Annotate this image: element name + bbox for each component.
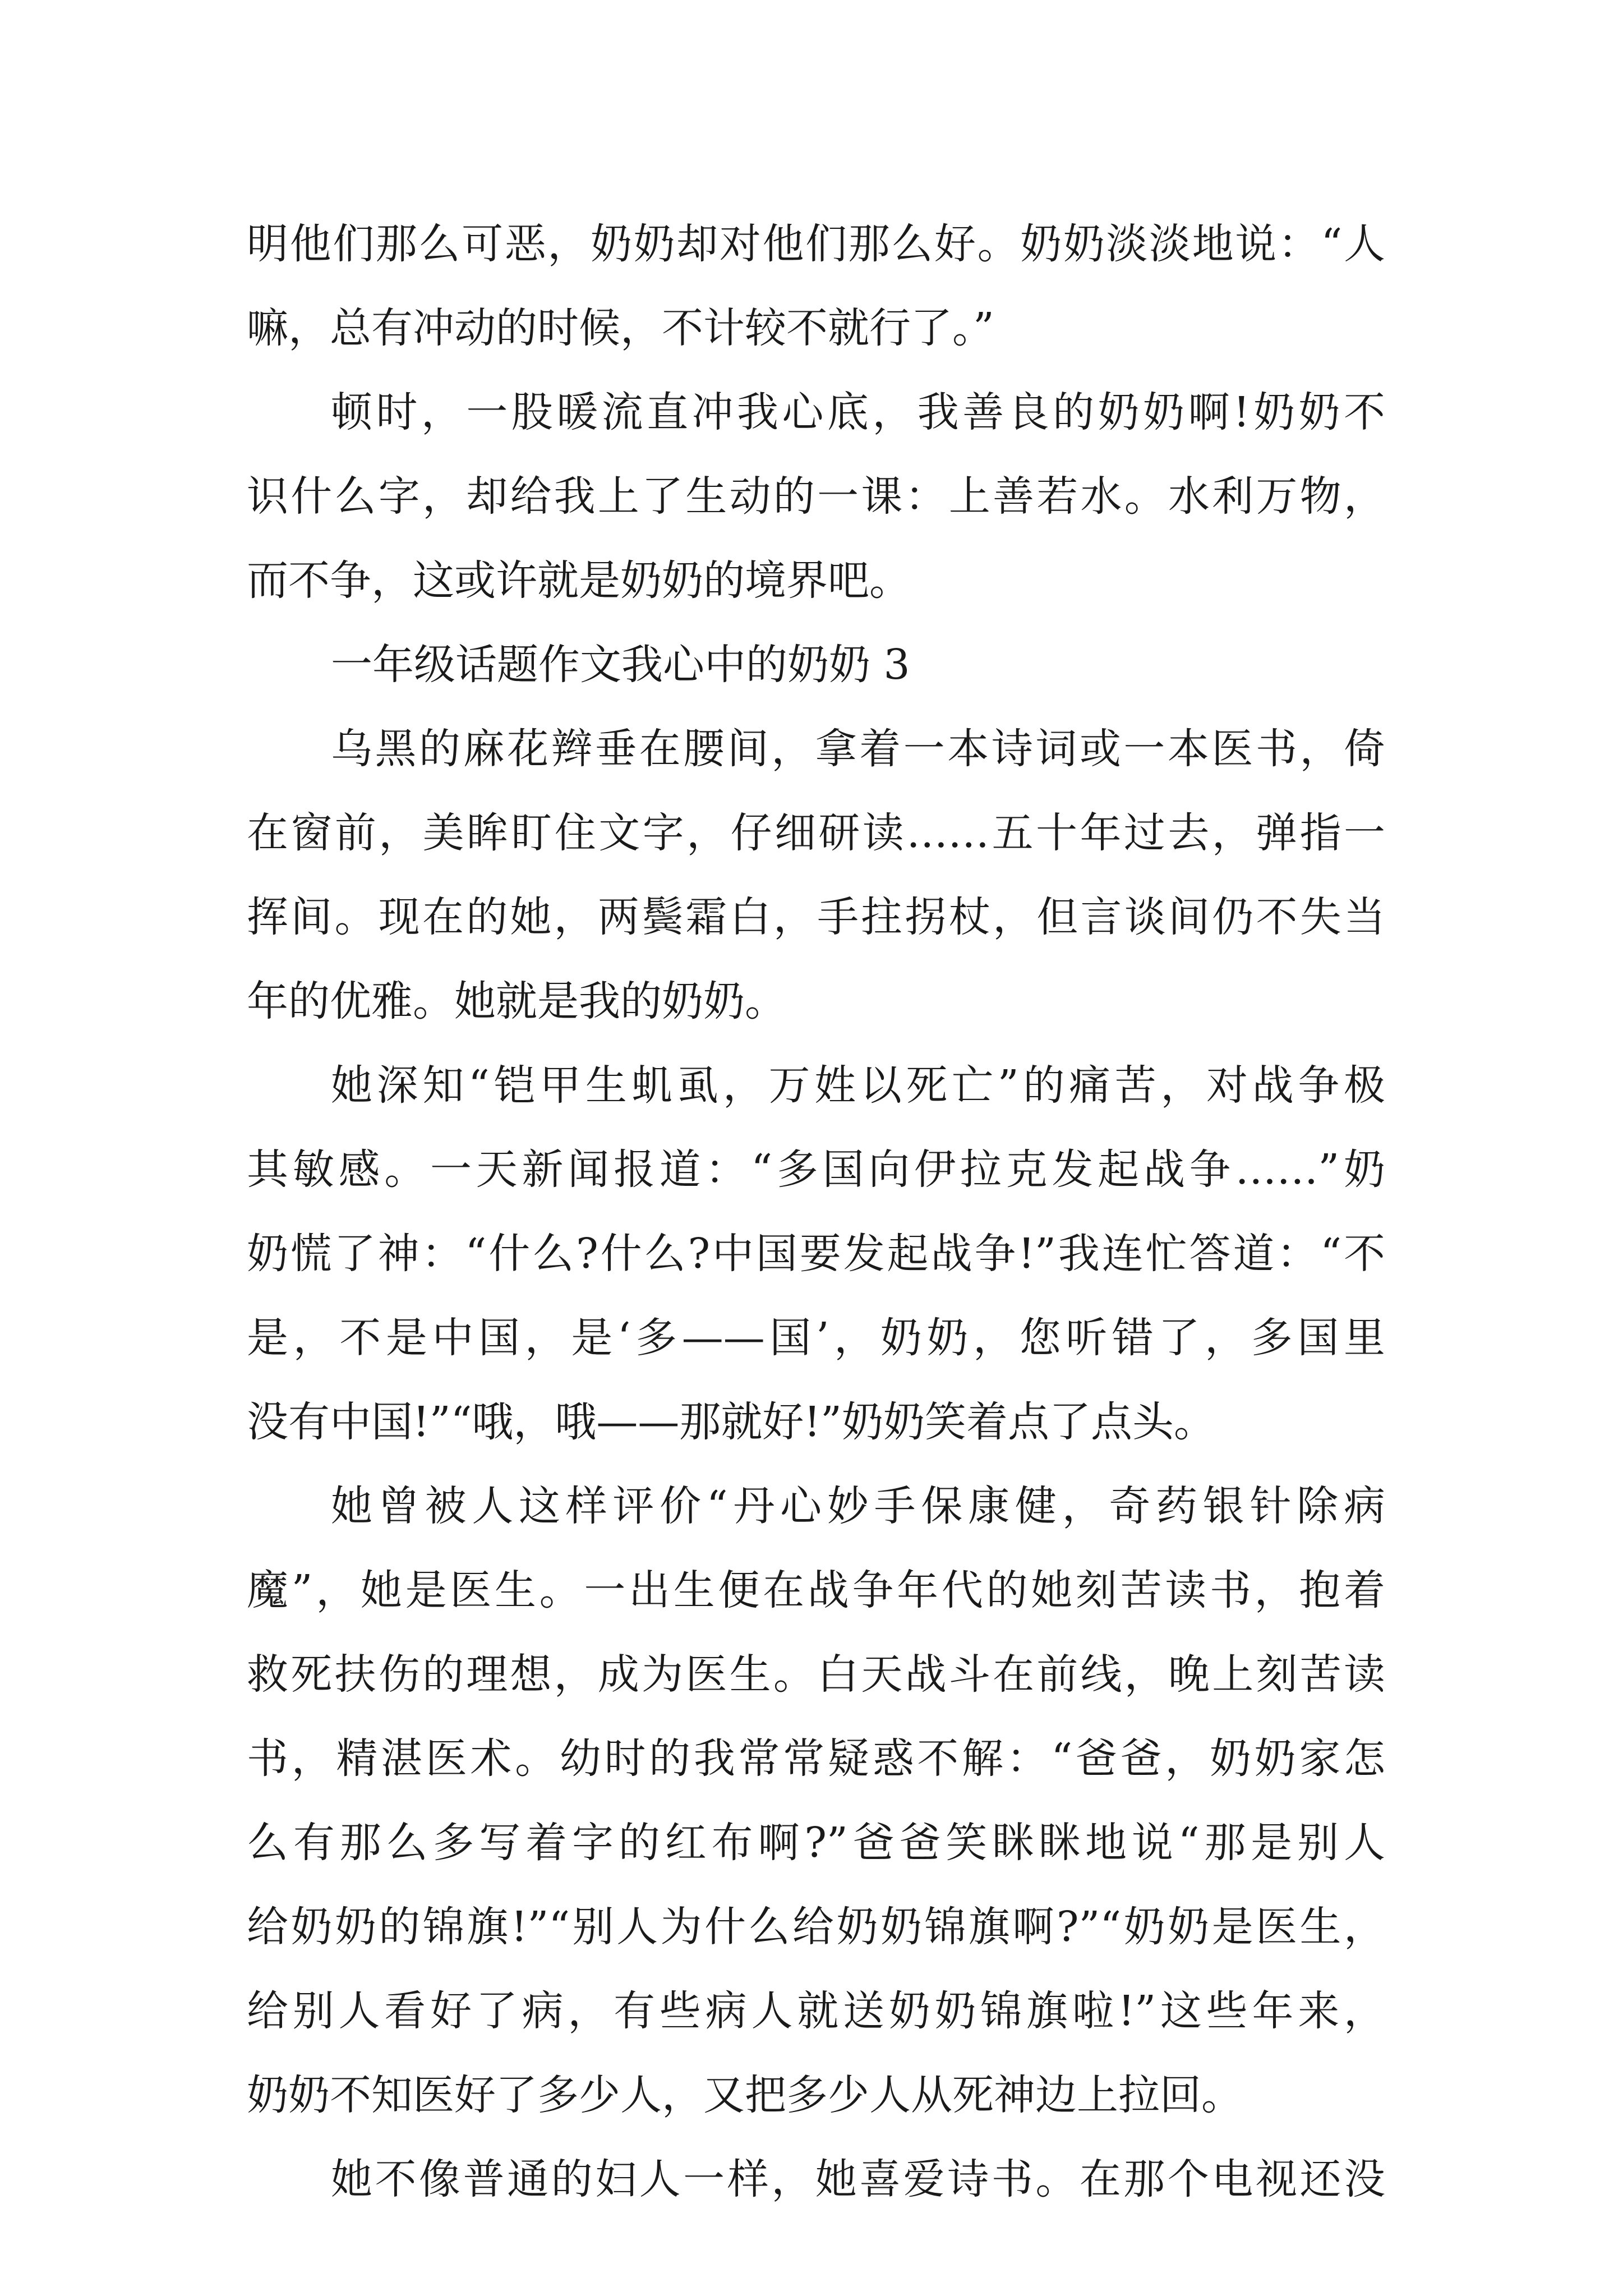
- text-line: 么有那么多写着字的红布啊?”爸爸笑眯眯地说“那是别人: [247, 1819, 1385, 1867]
- text-line: 挥间。现在的她，两鬓霜白，手拄拐杖，但言谈间仍不失当: [247, 893, 1385, 941]
- text-line: 年的优雅。她就是我的奶奶。: [247, 977, 786, 1025]
- text-line: 顿时，一股暖流直冲我心底，我善良的奶奶啊!奶奶不: [331, 388, 1385, 436]
- text-line: 奶奶不知医好了多少人，又把多少人从死神边上拉回。: [247, 2071, 1243, 2119]
- text-line: 识什么字，却给我上了生动的一课：上善若水。水利万物，: [247, 472, 1385, 521]
- text-line: 她深知“铠甲生虮虱，万姓以死亡”的痛苦，对战争极: [331, 1061, 1385, 1110]
- text-line: 在窗前，美眸盯住文字，仔细研读……五十年过去，弹指一: [247, 809, 1385, 857]
- text-line: 其敏感。一天新闻报道：“多国向伊拉克发起战争……”奶: [247, 1145, 1385, 1194]
- text-line: 嘛，总有冲动的时候，不计较不就行了。”: [247, 304, 994, 352]
- text-line: 没有中国!”“哦，哦——那就好!”奶奶笑着点了点头。: [247, 1398, 1215, 1446]
- text-line: 她不像普通的妇人一样，她喜爱诗书。在那个电视还没: [331, 2155, 1385, 2203]
- text-line: 她曾被人这样评价“丹心妙手保康健，奇药银针除病: [331, 1482, 1385, 1530]
- text-line: 乌黑的麻花辫垂在腰间，拿着一本诗词或一本医书，倚: [331, 725, 1385, 773]
- text-line: 魔”，她是医生。一出生便在战争年代的她刻苦读书，抱着: [247, 1566, 1385, 1614]
- text-line: 是，不是中国，是‘多——国’，奶奶，您听错了，多国里: [247, 1314, 1385, 1362]
- text-line: 救死扶伤的理想，成为医生。白天战斗在前线，晚上刻苦读: [247, 1650, 1385, 1699]
- text-line: 而不争，这或许就是奶奶的境界吧。: [247, 556, 911, 605]
- text-line: 给别人看好了病，有些病人就送奶奶锦旗啦!”这些年来，: [247, 1987, 1385, 2035]
- text-line: 书，精湛医术。幼时的我常常疑惑不解：“爸爸，奶奶家怎: [247, 1734, 1385, 1783]
- text-line: 明他们那么可恶，奶奶却对他们那么好。奶奶淡淡地说：“人: [247, 220, 1385, 268]
- text-line: 奶慌了神：“什么?什么?中国要发起战争!”我连忙答道：“不: [247, 1230, 1385, 1278]
- section-heading: 一年级话题作文我心中的奶奶 3: [331, 641, 910, 689]
- essay-body: [247, 202, 1385, 2221]
- text-line: 给奶奶的锦旗!”“别人为什么给奶奶锦旗啊?”“奶奶是医生，: [247, 1903, 1385, 1951]
